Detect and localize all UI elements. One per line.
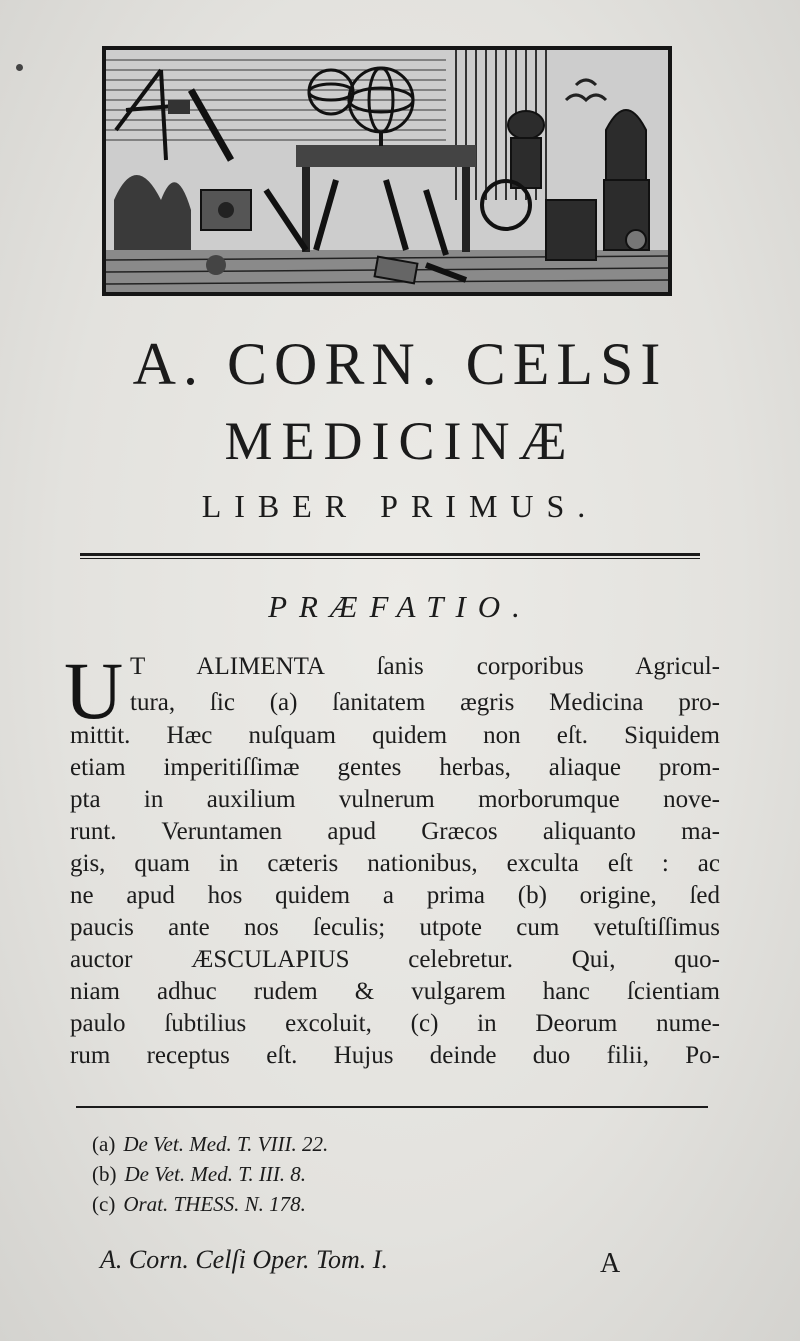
text-line: tura, ſic (a) ſanitatem ægris Medicina pro-	[130, 689, 720, 716]
running-footer	[100, 1245, 388, 1275]
footnote-label: (b)	[92, 1162, 117, 1186]
footnote-text: Orat. THESS. N. 178.	[123, 1192, 306, 1216]
text-line: gis, quam in cæteris nationibus, exculta eſt : ac	[70, 850, 720, 877]
woodcut-illustration	[102, 46, 672, 296]
text-line: niam adhuc rudem & vulgarem hanc ſcientiam	[70, 978, 720, 1005]
footnote-text: De Vet. Med. T. VIII. 22.	[123, 1132, 329, 1156]
text-line: paulo ſubtilius excoluit, (c) in Deorum nume-	[70, 1010, 720, 1037]
footnote	[92, 1132, 328, 1157]
title-rule	[80, 553, 700, 556]
title-rule-thin	[80, 558, 700, 559]
text-line: paucis ante nos ſeculis; utpote cum vetuſtiſſimus	[70, 914, 720, 941]
signature-mark: A	[600, 1248, 621, 1279]
text-line: auctor ÆSCULAPIUS celebretur. Qui, quo-	[70, 946, 720, 973]
title-author: A. CORN. CELSI	[132, 331, 668, 397]
scientific-instruments-engraving	[106, 50, 668, 292]
title-work: MEDICINÆ	[224, 411, 576, 471]
section-heading: PRÆFATIO.	[268, 589, 532, 624]
footnote	[92, 1192, 306, 1217]
footnote-label: (a)	[92, 1132, 116, 1156]
text-line: runt. Veruntamen apud Græcos aliquanto ma-	[70, 818, 720, 845]
text-line: mittit. Hæc nuſquam quidem non eſt. Siquidem	[70, 722, 720, 749]
text-line: ne apud hos quidem a prima (b) origine, ſed	[70, 882, 720, 909]
text-line: pta in auxilium vulnerum morborumque nove-	[70, 786, 720, 813]
text-line: rum receptus eſt. Hujus deinde duo filii, Po-	[70, 1042, 720, 1069]
title-book: LIBER PRIMUS.	[201, 488, 599, 524]
ink-spot	[16, 64, 23, 71]
footnote-text: De Vet. Med. T. III. 8.	[124, 1162, 307, 1186]
footnote	[92, 1162, 306, 1187]
running-footer-text: A. Corn. Celſi Oper. Tom. I.	[100, 1245, 388, 1274]
drop-cap: U	[64, 645, 124, 736]
text-line: T ALIMENTA ſanis corporibus Agricul-	[130, 653, 720, 680]
footnote-label: (c)	[92, 1192, 116, 1216]
text-line: etiam imperitiſſimæ gentes herbas, aliaque prom-	[70, 754, 720, 781]
footnote-rule	[76, 1106, 708, 1108]
